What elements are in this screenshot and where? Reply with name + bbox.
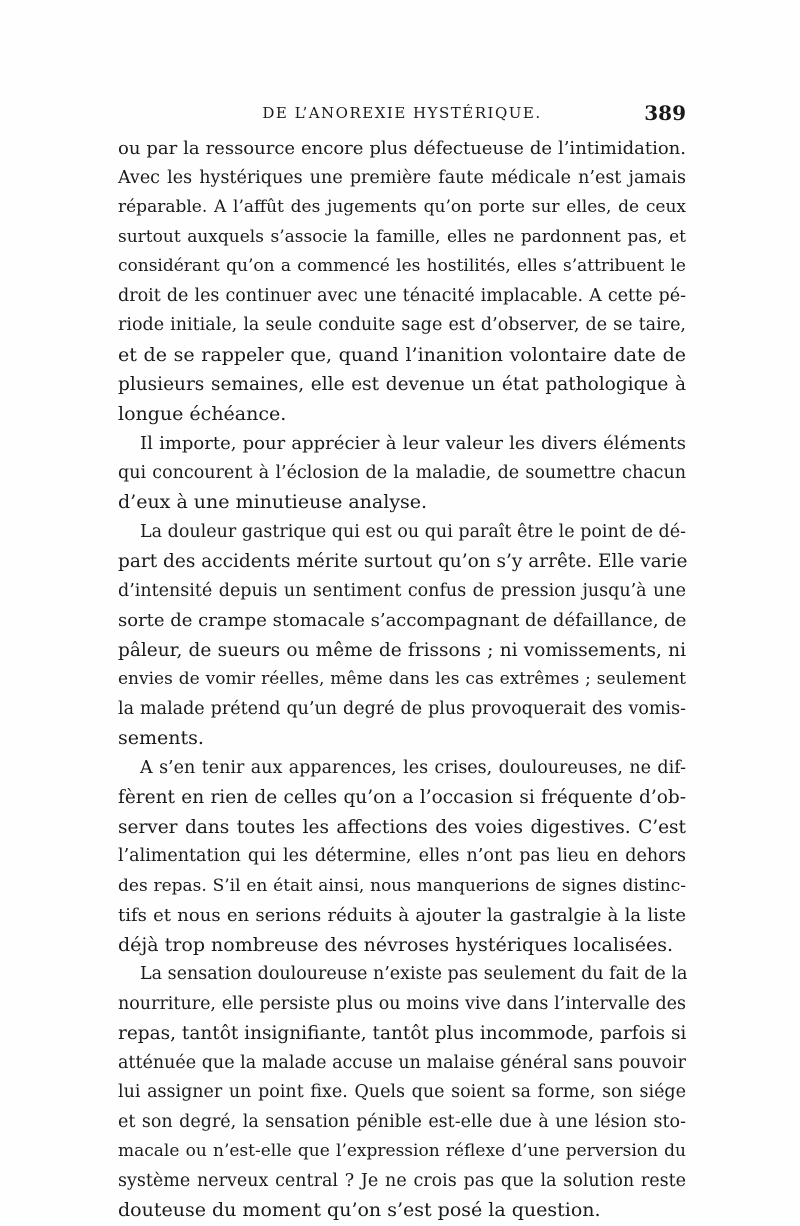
text-line: server dans toutes les affections des voies digestives. C’est [118,816,686,838]
text-line: part des accidents mérite surtout qu’on s’y arrête. Elle varie [118,551,688,572]
text-line: riode initiale, la seule conduite sage est d’observer, de se taire, [118,315,686,335]
text-line: tifs et nous en serions réduits à ajouter la gastralgie à la liste [118,905,686,926]
text-line: sements. [118,727,204,749]
text-line: la malade prétend qu’un degré de plus provoquerait des vomis- [118,698,686,719]
body-text [118,134,686,1226]
text-line: atténuée que la malade accuse un malaise général sans pouvoir [118,1052,686,1073]
text-line: nourriture, elle persiste plus ou moins vive dans l’intervalle des [118,993,686,1014]
text-line: La douleur gastrique qui est ou qui paraît être le point de dé- [140,521,686,542]
text-line: plusieurs semaines, elle est devenue un état pathologique à [118,374,686,395]
text-line: système nerveux central ? Je ne crois pas que la solution reste [118,1170,686,1191]
text-line: considérant qu’on a commencé les hostilités, elles s’attribuent le [118,256,686,276]
text-line: d’intensité depuis un sentiment confus de pression jusqu’à une [118,580,686,601]
text-line: repas, tantôt insignifiante, tantôt plus incommode, parfois si [118,1023,687,1044]
text-line: pâleur, de sueurs ou même de frissons ; ni vomissements, ni [118,639,686,661]
text-line: douteuse du moment qu’on s’est posé la question. [118,1199,601,1221]
page-number: 389 [644,101,686,125]
text-line: d’eux à une minutieuse analyse. [118,491,428,513]
running-head: DE L’ANOREXIE HYSTÉRIQUE. [262,104,542,122]
page-header [118,101,686,127]
text-line: macale ou n’est-elle que l’expression réflexe d’une perversion du [118,1141,686,1161]
text-line: droit de les continuer avec une ténacité implacable. A cette pé- [118,285,686,306]
text-line: Il importe, pour apprécier à leur valeur les divers éléments [140,433,686,454]
text-line: Avec les hystériques une première faute médicale n’est jamais [118,167,686,188]
text-line: fèrent en rien de celles qu’on a l’occasion si fréquente d’ob- [118,787,686,808]
text-line: ou par la ressource encore plus défectueuse de l’intimidation. [118,138,686,159]
text-line: et de se rappeler que, quand l’inanition volontaire date de [118,343,686,366]
text-line: longue échéance. [118,402,287,425]
text-line: réparable. A l’affût des jugements qu’on porte sur elles, de ceux [118,197,686,217]
text-line: surtout auxquels s’associe la famille, elles ne pardonnent pas, et [118,226,686,247]
text-line: et son degré, la sensation pénible est-elle due à une lésion sto- [118,1111,686,1132]
text-line: lui assigner un point fixe. Quels que soient sa forme, son siége [118,1082,686,1102]
text-line: déjà trop nombreuse des névroses hystériques localisées. [118,933,674,956]
text-line: l’alimentation qui les détermine, elles n’ont pas lieu en dehors [118,846,686,866]
text-line: La sensation douloureuse n’existe pas seulement du fait de la [140,964,688,984]
text-line: sorte de crampe stomacale s’accompagnant de défaillance, de [118,610,687,631]
text-line: A s’en tenir aux apparences, les crises, douloureuses, ne dif- [140,757,686,778]
text-line: des repas. S’il en était ainsi, nous manquerions de signes distinc- [118,875,686,896]
text-line: envies de vomir réelles, même dans les cas extrêmes ; seulement [118,669,686,689]
text-line: qui concourent à l’éclosion de la maladie, de soumettre chacun [118,462,686,483]
